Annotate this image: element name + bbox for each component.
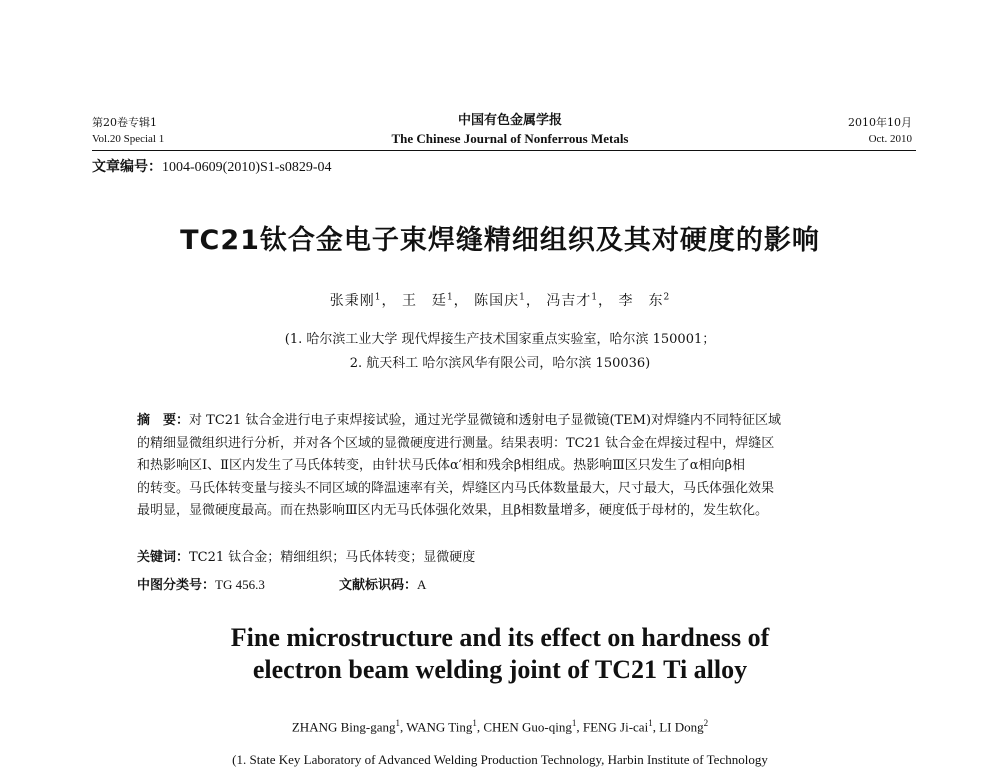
author-en: FENG Ji-cai [582,719,649,735]
author-en: CHEN Guo-qing [483,719,572,735]
header-rule [92,150,916,151]
clc-label: 中图分类号： [137,578,216,593]
abstract-line: 和热影响区Ⅰ、Ⅱ区内发生了马氏体转变，由针状马氏体α′相和残余β相组成。热影响Ⅲ区只发生了α相向β相 [137,458,746,473]
author-en: WANG Ting [406,719,473,735]
abstract-label: 摘 要： [137,413,190,428]
affiliation-en: (1. State Key Laboratory of Advanced Welding Production Technology, Harbin Institute of Technology [232,752,768,767]
title-en-line: electron beam welding joint of TC21 Ti alloy [252,655,748,684]
abstract-line: 的精细显微组织进行分析，并对各个区域的显微硬度进行测量。结果表明：TC21 钛合金在焊接过程中，焊缝区 [137,435,775,451]
author-en: LI Dong [659,719,704,735]
abstract-text: 对 TC21 钛合金进行电子束焊接试验，通过光学显微镜和透射电子显微镜(TEM)对焊缝内不同特征区域 [189,413,782,428]
keywords-cn [137,546,475,565]
author-aff-mark: 1 [446,292,454,303]
date-cn: 2010年10月 [848,116,912,129]
header-date [760,114,912,148]
volume-cn: 第20卷专辑1 [92,116,157,129]
article-number-label: 文章编号： [92,159,162,175]
author-aff-mark: 1 [374,292,382,303]
paper-title-en [0,622,1000,686]
paper-title-cn: TC21钛合金电子束焊缝精细组织及其对硬度的影响 [180,225,820,256]
journal-name-en: The Chinese Journal of Nonferrous Metals [391,131,629,146]
author-cn: 王 廷 [401,293,447,309]
author-cn: 张秉刚 [329,293,375,309]
doc-code-label: 文献标识码： [339,578,418,593]
author-cn: 冯吉才 [546,293,592,309]
title-en-line: Fine microstructure and its effect on hardness of [230,623,770,652]
abstract-line [137,410,877,433]
affiliation-cn-1: (1. 哈尔滨工业大学 现代焊接生产技术国家重点实验室，哈尔滨 150001； [284,332,716,347]
abstract-line: 的转变。马氏体转变量与接头不同区域的降温速率有关，焊缝区内马氏体数量最大，尺寸最大，马氏体强化效果 [137,480,775,496]
journal-name-cn: 中国有色金属学报 [457,113,562,128]
abstract-cn [137,410,877,523]
abstract-line: 最明显，显微硬度最高。而在热影响Ⅲ区内无马氏体强化效果，且β相数量增多，硬度低于母材的，发生软化。 [137,503,769,518]
author-aff-mark: 1 [571,718,577,728]
header-journal [300,112,720,148]
volume-en: Vol.20 Special 1 [92,133,165,145]
date-en: Oct. 2010 [868,133,912,145]
author-aff-mark: 2 [703,718,709,728]
author-cn: 陈国庆 [474,293,520,309]
header-volume [92,114,164,148]
author-en: ZHANG Bing-gang [291,719,396,735]
author-aff-mark: 1 [519,292,526,303]
author-aff-mark: 1 [591,292,599,303]
classification [137,574,426,593]
author-aff-mark: 1 [472,718,477,728]
affiliation-cn-2: 2. 航天科工 哈尔滨风华有限公司，哈尔滨 150036) [349,356,651,371]
article-number [92,156,332,176]
clc-value: TG 456.3 [215,577,265,592]
doc-code-value: A [417,577,427,592]
author-aff-mark: 1 [395,718,400,728]
keywords-label: 关键词： [137,550,190,565]
author-list-cn: 张秉刚$^1$， 王 廷$^1$， 陈国庆$^1$， 冯吉才$^1$， 李 东$^2$ [329,292,671,309]
author-aff-mark: 2 [663,292,671,303]
author-aff-mark: 1 [648,718,653,728]
author-list-en: ZHANG Bing-gang$^1$, WANG Ting$^1$, CHEN Guo-qing$^1$, FENG Ji-cai$^1$, LI Dong$^2$ [291,718,709,735]
author-cn: 李 东 [618,293,664,309]
article-number-value: 1004-0609(2010)S1-s0829-04 [162,160,332,175]
keywords-value: TC21 钛合金；精细组织；马氏体转变；显微硬度 [189,550,476,565]
